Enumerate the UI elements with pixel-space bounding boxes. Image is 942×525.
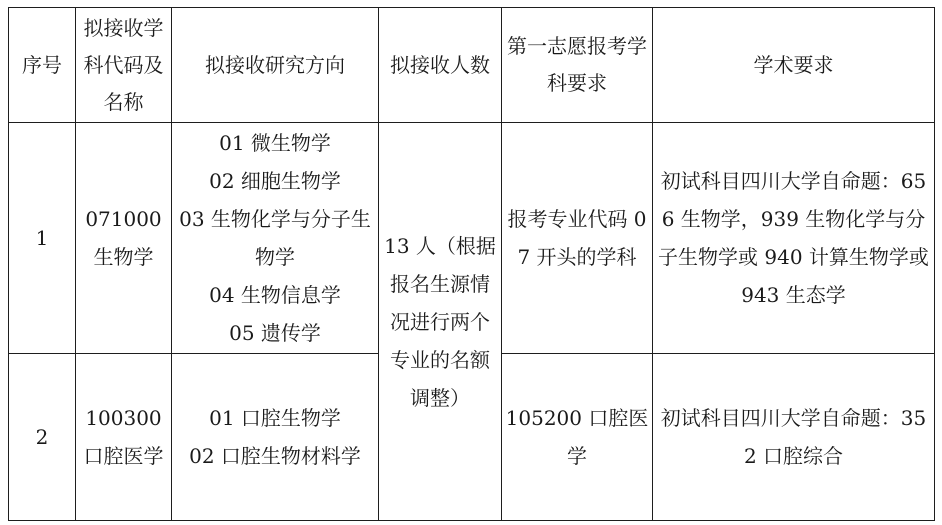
subject-name: 口腔医学: [83, 444, 164, 468]
direction-item: 01 口腔生物学: [209, 406, 341, 430]
table-row: [9, 123, 935, 354]
quota-cell: 13 人（根据报名生源情况进行两个专业的名额调整）: [379, 123, 502, 521]
direction-item: 02 细胞生物学: [209, 169, 341, 193]
direction-item: 03 生物化学与分子生物学: [179, 207, 371, 269]
row-seq: 2: [9, 354, 76, 521]
subject-cell: [76, 123, 172, 354]
subject-cell: [76, 354, 172, 521]
direction-cell: [172, 123, 379, 354]
direction-item: 01 微生物学: [219, 131, 331, 155]
subject-code: 100300: [85, 406, 162, 430]
admission-table: [8, 7, 935, 521]
direction-item: 04 生物信息学: [209, 283, 341, 307]
subject-name: 生物学: [93, 245, 154, 269]
direction-cell: [172, 354, 379, 521]
header-first-choice: 第一志愿报考学科要求: [502, 8, 653, 123]
header-seq: 序号: [9, 8, 76, 123]
header-academic: 学术要求: [653, 8, 935, 123]
header-direction: 拟接收研究方向: [172, 8, 379, 123]
first-choice-cell: 报考专业代码 07 开头的学科: [502, 123, 653, 354]
direction-item: 05 遗传学: [229, 321, 321, 345]
row-seq: 1: [9, 123, 76, 354]
academic-cell: 初试科目四川大学自命题：656 生物学，939 生物化学与分子生物学或 940 计算生物学或 943 生态学: [653, 123, 935, 354]
header-quota: 拟接收人数: [379, 8, 502, 123]
header-code-name: 拟接收学科代码及名称: [76, 8, 172, 123]
direction-item: 02 口腔生物材料学: [189, 444, 361, 468]
header-row: [9, 8, 935, 123]
academic-cell: 初试科目四川大学自命题：352 口腔综合: [653, 354, 935, 521]
subject-code: 071000: [85, 207, 162, 231]
first-choice-cell: 105200 口腔医学: [502, 354, 653, 521]
